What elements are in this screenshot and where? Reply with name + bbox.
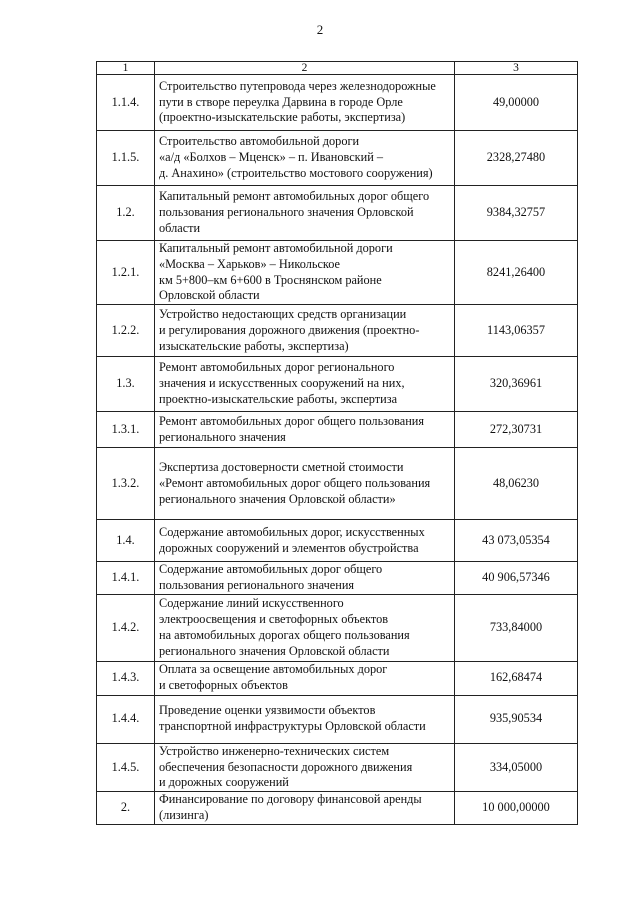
description-line: регионального значения (159, 429, 286, 444)
description-line: Ремонт автомобильных дорог общего пользования (159, 413, 425, 428)
row-description (155, 695, 455, 743)
table-row (97, 661, 578, 695)
description-line: (проектно-изыскательские работы, экспертиза) (159, 110, 406, 125)
row-code: 1.3.1. (97, 412, 155, 448)
column-header-3: 3 (455, 62, 578, 75)
row-amount: 8241,26400 (455, 241, 578, 305)
column-header-1: 1 (97, 62, 155, 75)
description-line: «Москва – Харьков» – Никольское (159, 256, 341, 271)
table-row (97, 357, 578, 412)
row-amount: 334,05000 (455, 743, 578, 791)
row-amount: 10 000,00000 (455, 792, 578, 825)
row-code: 2. (97, 792, 155, 825)
description-line: д. Анахино» (строительство мостового сооружения) (159, 165, 433, 180)
table-row (97, 131, 578, 186)
header-row (97, 62, 578, 75)
description-line: «Ремонт автомобильных дорог общего пользования (159, 475, 431, 490)
row-amount: 2328,27480 (455, 131, 578, 186)
description-line: Строительство путепровода через железнодорожные (159, 78, 436, 93)
description-line: Содержание автомобильных дорог, искусственных (159, 524, 425, 539)
column-header-2: 2 (155, 62, 455, 75)
row-code: 1.3. (97, 357, 155, 412)
description-line: обеспечения безопасности дорожного движения (159, 759, 413, 774)
description-line: Устройство недостающих средств организации (159, 306, 407, 321)
description-line: пути в створе переулка Дарвина в городе Орле (159, 94, 403, 109)
description-line: Экспертиза достоверности сметной стоимости (159, 459, 404, 474)
row-amount: 48,06230 (455, 448, 578, 520)
description-line: и дорожных сооружений (159, 775, 289, 790)
row-description (155, 357, 455, 412)
row-code: 1.4. (97, 520, 155, 562)
row-amount: 49,00000 (455, 75, 578, 131)
description-line: регионального значения Орловской области (159, 643, 390, 658)
table-row (97, 792, 578, 825)
description-line: км 5+800–км 6+600 в Троснянском районе (159, 272, 382, 287)
description-line: проектно-изыскательские работы, экспертиза (159, 392, 398, 407)
row-amount: 1143,06357 (455, 305, 578, 357)
row-description (155, 448, 455, 520)
description-line: регионального значения Орловской области» (159, 491, 396, 506)
description-line: Орловской области (159, 288, 260, 303)
row-amount: 9384,32757 (455, 186, 578, 241)
description-line: Содержание линий искусственного (159, 596, 344, 611)
description-line: изыскательские работы, экспертиза) (159, 338, 349, 353)
row-description (155, 792, 455, 825)
row-amount: 733,84000 (455, 594, 578, 661)
row-description (155, 562, 455, 595)
row-code: 1.2.1. (97, 241, 155, 305)
table-row (97, 695, 578, 743)
table-row (97, 412, 578, 448)
row-amount: 272,30731 (455, 412, 578, 448)
row-code: 1.2. (97, 186, 155, 241)
description-line: электроосвещения и светофорных объектов (159, 611, 389, 626)
table-row (97, 448, 578, 520)
table-row (97, 305, 578, 357)
description-line: Финансирование по договору финансовой аренды (159, 792, 422, 807)
row-description (155, 241, 455, 305)
description-line: дорожных сооружений и элементов обустройства (159, 540, 419, 555)
row-code: 1.1.5. (97, 131, 155, 186)
description-line: (лизинга) (159, 807, 209, 822)
row-code: 1.2.2. (97, 305, 155, 357)
row-amount: 43 073,05354 (455, 520, 578, 562)
row-code: 1.4.5. (97, 743, 155, 791)
description-line: значения и искусственных сооружений на них, (159, 376, 405, 391)
table-row (97, 594, 578, 661)
row-description (155, 594, 455, 661)
page-number: 2 (316, 22, 324, 37)
table-row (97, 562, 578, 595)
description-line: Содержание автомобильных дорог общего (159, 562, 383, 577)
row-description (155, 661, 455, 695)
description-line: Капитальный ремонт автомобильной дороги (159, 241, 393, 255)
description-line: Оплата за освещение автомобильных дорог (159, 662, 388, 677)
description-line: Ремонт автомобильных дорог регионального (159, 360, 395, 375)
table-row (97, 186, 578, 241)
row-code: 1.3.2. (97, 448, 155, 520)
budget-table (96, 61, 578, 825)
row-code: 1.4.3. (97, 661, 155, 695)
row-amount: 162,68474 (455, 661, 578, 695)
row-code: 1.1.4. (97, 75, 155, 131)
description-line: пользования регионального значения Орловской (159, 205, 414, 220)
row-code: 1.4.4. (97, 695, 155, 743)
description-line: на автомобильных дорогах общего пользования (159, 627, 410, 642)
table-row (97, 241, 578, 305)
row-description (155, 305, 455, 357)
row-code: 1.4.1. (97, 562, 155, 595)
description-line: и светофорных объектов (159, 678, 288, 693)
description-line: «а/д «Болхов – Мценск» – п. Ивановский – (159, 150, 384, 165)
description-line: и регулирования дорожного движения (проектно- (159, 322, 420, 337)
row-description (155, 186, 455, 241)
description-line: Строительство автомобильной дороги (159, 134, 360, 149)
row-amount: 320,36961 (455, 357, 578, 412)
description-line: транспортной инфраструктуры Орловской области (159, 719, 426, 734)
description-line: Проведение оценки уязвимости объектов (159, 703, 376, 718)
row-description (155, 131, 455, 186)
row-description (155, 743, 455, 791)
row-description (155, 412, 455, 448)
table-row (97, 743, 578, 791)
budget-table-body (97, 62, 578, 825)
description-line: пользования регионального значения (159, 577, 355, 592)
row-amount: 935,90534 (455, 695, 578, 743)
row-description (155, 520, 455, 562)
description-line: Устройство инженерно-технических систем (159, 743, 390, 758)
row-description (155, 75, 455, 131)
row-amount: 40 906,57346 (455, 562, 578, 595)
row-code: 1.4.2. (97, 594, 155, 661)
description-line: Капитальный ремонт автомобильных дорог общего (159, 189, 430, 204)
table-row (97, 520, 578, 562)
description-line: области (159, 220, 201, 235)
table-row (97, 75, 578, 131)
